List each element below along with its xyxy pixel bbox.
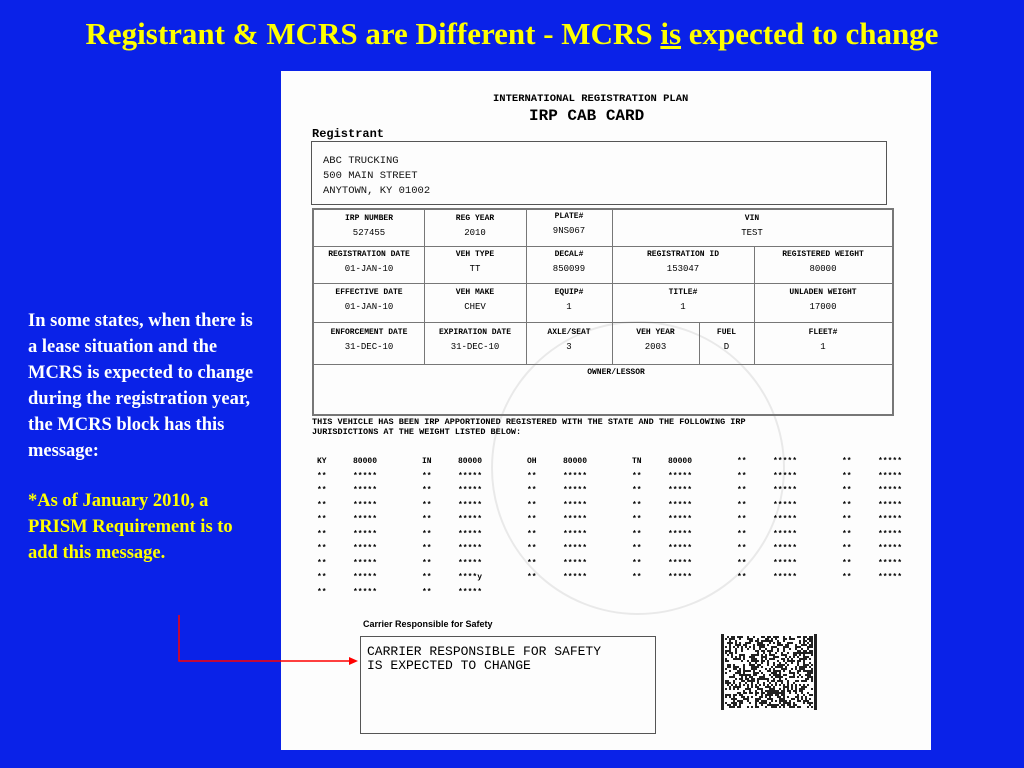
jurisdiction-weight: ***** xyxy=(773,457,798,466)
field-decal: DECAL# 850099 xyxy=(552,250,586,274)
jurisdiction-code: ** xyxy=(842,529,852,539)
jurisdiction-code: ** xyxy=(317,529,327,539)
jurisdiction-code: ** xyxy=(632,544,642,553)
field-unladen-weight: UNLADEN WEIGHT 17000 xyxy=(789,288,857,312)
jurisdiction-weight: ***** xyxy=(353,515,378,524)
jurisdiction-weight: ***** xyxy=(773,544,798,553)
jurisdiction-weight: ***** xyxy=(458,471,483,481)
jurisdiction-weight: ***** xyxy=(773,500,798,510)
field-effective-date: EFFECTIVE DATE 01-JAN-10 xyxy=(335,288,403,312)
jurisdiction-code: IN xyxy=(422,457,432,466)
field-irp-number: IRP NUMBER 527455 xyxy=(344,214,393,238)
jurisdiction-weight: 80000 xyxy=(668,457,693,466)
jurisdiction-weight: ***** xyxy=(458,515,483,524)
jurisdiction-code: ** xyxy=(842,471,852,481)
jurisdiction-weight: ****y xyxy=(458,573,483,582)
jurisdiction-weight: ***** xyxy=(878,486,903,495)
jurisdiction-code: ** xyxy=(632,573,642,582)
field-owner-lessor: OWNER/LESSOR xyxy=(587,368,645,377)
jurisdiction-code: ** xyxy=(422,573,432,582)
jurisdiction-weight: ***** xyxy=(458,486,483,495)
jurisdiction-code: KY xyxy=(317,457,327,466)
jurisdiction-code: ** xyxy=(632,529,642,539)
side-note: *As of January 2010, a PRISM Requirement is to add this message. xyxy=(28,491,233,563)
jurisdiction-weight: ***** xyxy=(878,471,903,481)
carrier-label: Carrier Responsible for Safety xyxy=(363,619,493,629)
card-header-small: INTERNATIONAL REGISTRATION PLAN xyxy=(493,93,689,105)
field-equip: EQUIP# 1 xyxy=(554,288,584,312)
jurisdiction-weight: ***** xyxy=(353,471,378,481)
jurisdiction-weight: 80000 xyxy=(563,457,588,466)
jurisdiction-weight: ***** xyxy=(563,529,588,539)
jurisdiction-weight: ***** xyxy=(563,471,588,481)
jurisdiction-code: ** xyxy=(632,515,642,524)
field-fuel: FUEL D xyxy=(716,328,737,352)
field-veh-type: VEH TYPE TT xyxy=(455,250,495,274)
jurisdiction-code: ** xyxy=(422,544,432,553)
field-fleet: FLEET# 1 xyxy=(808,328,838,352)
jurisdiction-code: ** xyxy=(842,515,852,524)
jurisdiction-code: ** xyxy=(737,457,747,466)
jurisdiction-code: ** xyxy=(422,500,432,510)
field-vin: VIN TEST xyxy=(741,214,763,238)
jurisdiction-code: ** xyxy=(317,558,327,568)
jurisdiction-code: ** xyxy=(737,558,747,568)
field-enforcement-date: ENFORCEMENT DATE 31-DEC-10 xyxy=(330,328,408,352)
jurisdiction-code: ** xyxy=(317,587,327,597)
jurisdiction-code: ** xyxy=(737,544,747,553)
jurisdiction-weight: ***** xyxy=(458,500,483,510)
jurisdiction-code: ** xyxy=(842,573,852,582)
jurisdiction-code: ** xyxy=(632,558,642,568)
jurisdiction-weight: ***** xyxy=(878,457,903,466)
jurisdiction-code: ** xyxy=(422,471,432,481)
jurisdiction-code: ** xyxy=(422,515,432,524)
jurisdiction-code: ** xyxy=(317,515,327,524)
slide-title: Registrant & MCRS are Different - MCRS is expected to change xyxy=(85,16,939,51)
jurisdiction-weight: ***** xyxy=(353,500,378,510)
jurisdiction-weight: ***** xyxy=(563,558,588,568)
jurisdiction-code: ** xyxy=(842,457,852,466)
jurisdiction-weight: 80000 xyxy=(353,457,378,466)
jurisdiction-code: ** xyxy=(317,573,327,582)
jurisdiction-weight: ***** xyxy=(353,486,378,495)
jurisdiction-code: OH xyxy=(527,457,537,466)
jurisdiction-weight: ***** xyxy=(668,471,693,481)
jurisdiction-weight: ***** xyxy=(773,471,798,481)
jurisdiction-weight: ***** xyxy=(563,486,588,495)
jurisdiction-weight: ***** xyxy=(878,515,903,524)
jurisdiction-code: ** xyxy=(527,558,537,568)
jurisdiction-code: ** xyxy=(737,471,747,481)
registrant-line: 500 MAIN STREET xyxy=(323,170,418,182)
field-veh-make: VEH MAKE CHEV xyxy=(455,288,495,312)
jurisdiction-code: ** xyxy=(842,558,852,568)
jurisdiction-weight: ***** xyxy=(458,529,483,539)
jurisdiction-weight: ***** xyxy=(668,573,693,582)
jurisdiction-weight: ***** xyxy=(878,558,903,568)
jurisdiction-code: ** xyxy=(527,471,537,481)
card-header-large: IRP CAB CARD xyxy=(529,107,645,125)
jurisdiction-weight: ***** xyxy=(878,500,903,510)
jurisdiction-code: ** xyxy=(737,529,747,539)
registrant-line: ABC TRUCKING xyxy=(323,155,399,167)
jurisdiction-weight: ***** xyxy=(773,486,798,495)
carrier-line: CARRIER RESPONSIBLE FOR SAFETY xyxy=(367,644,602,659)
jurisdiction-code: ** xyxy=(632,486,642,495)
field-expiration-date: EXPIRATION DATE 31-DEC-10 xyxy=(438,328,511,352)
jurisdiction-weight: ***** xyxy=(773,515,798,524)
jurisdiction-weight: ***** xyxy=(668,500,693,510)
jurisdiction-code: ** xyxy=(632,500,642,510)
jurisdiction-code: ** xyxy=(842,486,852,495)
field-reg-year: REG YEAR 2010 xyxy=(455,214,495,238)
jurisdiction-weight: ***** xyxy=(773,529,798,539)
jurisdiction-code: ** xyxy=(422,529,432,539)
jurisdiction-weight: ***** xyxy=(668,515,693,524)
jurisdiction-code: ** xyxy=(737,486,747,495)
jurisdiction-weight: ***** xyxy=(563,500,588,510)
jurisdiction-code: ** xyxy=(737,515,747,524)
jurisdiction-code: TN xyxy=(632,457,642,466)
jurisdiction-weight: ***** xyxy=(458,587,483,597)
registrant-label: Registrant xyxy=(312,127,385,141)
jurisdiction-weight: ***** xyxy=(878,544,903,553)
jurisdiction-weight: ***** xyxy=(353,587,378,597)
field-axle-seat: AXLE/SEAT 3 xyxy=(547,328,591,352)
jurisdiction-code: ** xyxy=(632,471,642,481)
jurisdiction-code: ** xyxy=(737,500,747,510)
field-veh-year: VEH YEAR 2003 xyxy=(636,328,675,352)
field-title: TITLE# 1 xyxy=(668,288,698,312)
jurisdiction-weight: ***** xyxy=(773,558,798,568)
jurisdiction-weight: ***** xyxy=(458,558,483,568)
jurisdiction-weight: ***** xyxy=(353,544,378,553)
jurisdiction-code: ** xyxy=(422,558,432,568)
jurisdiction-code: ** xyxy=(422,486,432,495)
field-registered-weight: REGISTERED WEIGHT 80000 xyxy=(782,250,864,274)
jurisdiction-weight: 80000 xyxy=(458,457,483,466)
jurisdiction-code: ** xyxy=(527,515,537,524)
field-registration-date: REGISTRATION DATE 01-JAN-10 xyxy=(328,250,410,274)
jurisdiction-code: ** xyxy=(527,544,537,553)
jurisdiction-code: ** xyxy=(317,500,327,510)
jurisdiction-code: ** xyxy=(737,573,747,582)
jurisdiction-code: ** xyxy=(527,573,537,582)
jurisdiction-weight: ***** xyxy=(563,544,588,553)
jurisdiction-weight: ***** xyxy=(773,573,798,582)
jurisdiction-code: ** xyxy=(317,486,327,495)
jurisdiction-weight: ***** xyxy=(668,486,693,495)
jurisdiction-code: ** xyxy=(842,544,852,553)
registrant-line: ANYTOWN, KY 01002 xyxy=(323,185,431,197)
jurisdiction-weight: ***** xyxy=(563,573,588,582)
jurisdiction-weight: ***** xyxy=(668,544,693,553)
jurisdiction-code: ** xyxy=(317,471,327,481)
field-registration-id: REGISTRATION ID 153047 xyxy=(646,250,719,274)
jurisdiction-code: ** xyxy=(422,587,432,597)
carrier-line: IS EXPECTED TO CHANGE xyxy=(367,658,531,673)
jurisdiction-code: ** xyxy=(527,500,537,510)
jurisdiction-weight: ***** xyxy=(458,544,483,553)
jurisdiction-weight: ***** xyxy=(668,558,693,568)
jurisdiction-code: ** xyxy=(527,529,537,539)
jurisdiction-weight: ***** xyxy=(353,558,378,568)
jurisdiction-weight: ***** xyxy=(563,515,588,524)
jurisdiction-weight: ***** xyxy=(668,529,693,539)
jurisdiction-weight: ***** xyxy=(878,529,903,539)
jurisdiction-code: ** xyxy=(842,500,852,510)
side-text: In some states, when there is a lease situation and the MCRS is expected to change during the registration year, the MCRS block has this message: xyxy=(28,311,254,461)
field-plate: PLATE# 9NS067 xyxy=(552,212,586,236)
jurisdiction-weight: ***** xyxy=(353,573,378,582)
jurisdiction-code: ** xyxy=(317,544,327,553)
apportioned-statement: THIS VEHICLE HAS BEEN IRP APPORTIONED REGISTERED WITH THE STATE AND THE FOLLOWING IRP JURISDICTIONS AT THE WEIGHT LISTED BELOW: xyxy=(312,417,746,437)
jurisdiction-code: ** xyxy=(527,486,537,495)
jurisdiction-weight: ***** xyxy=(353,529,378,539)
jurisdiction-weight: ***** xyxy=(878,573,903,582)
